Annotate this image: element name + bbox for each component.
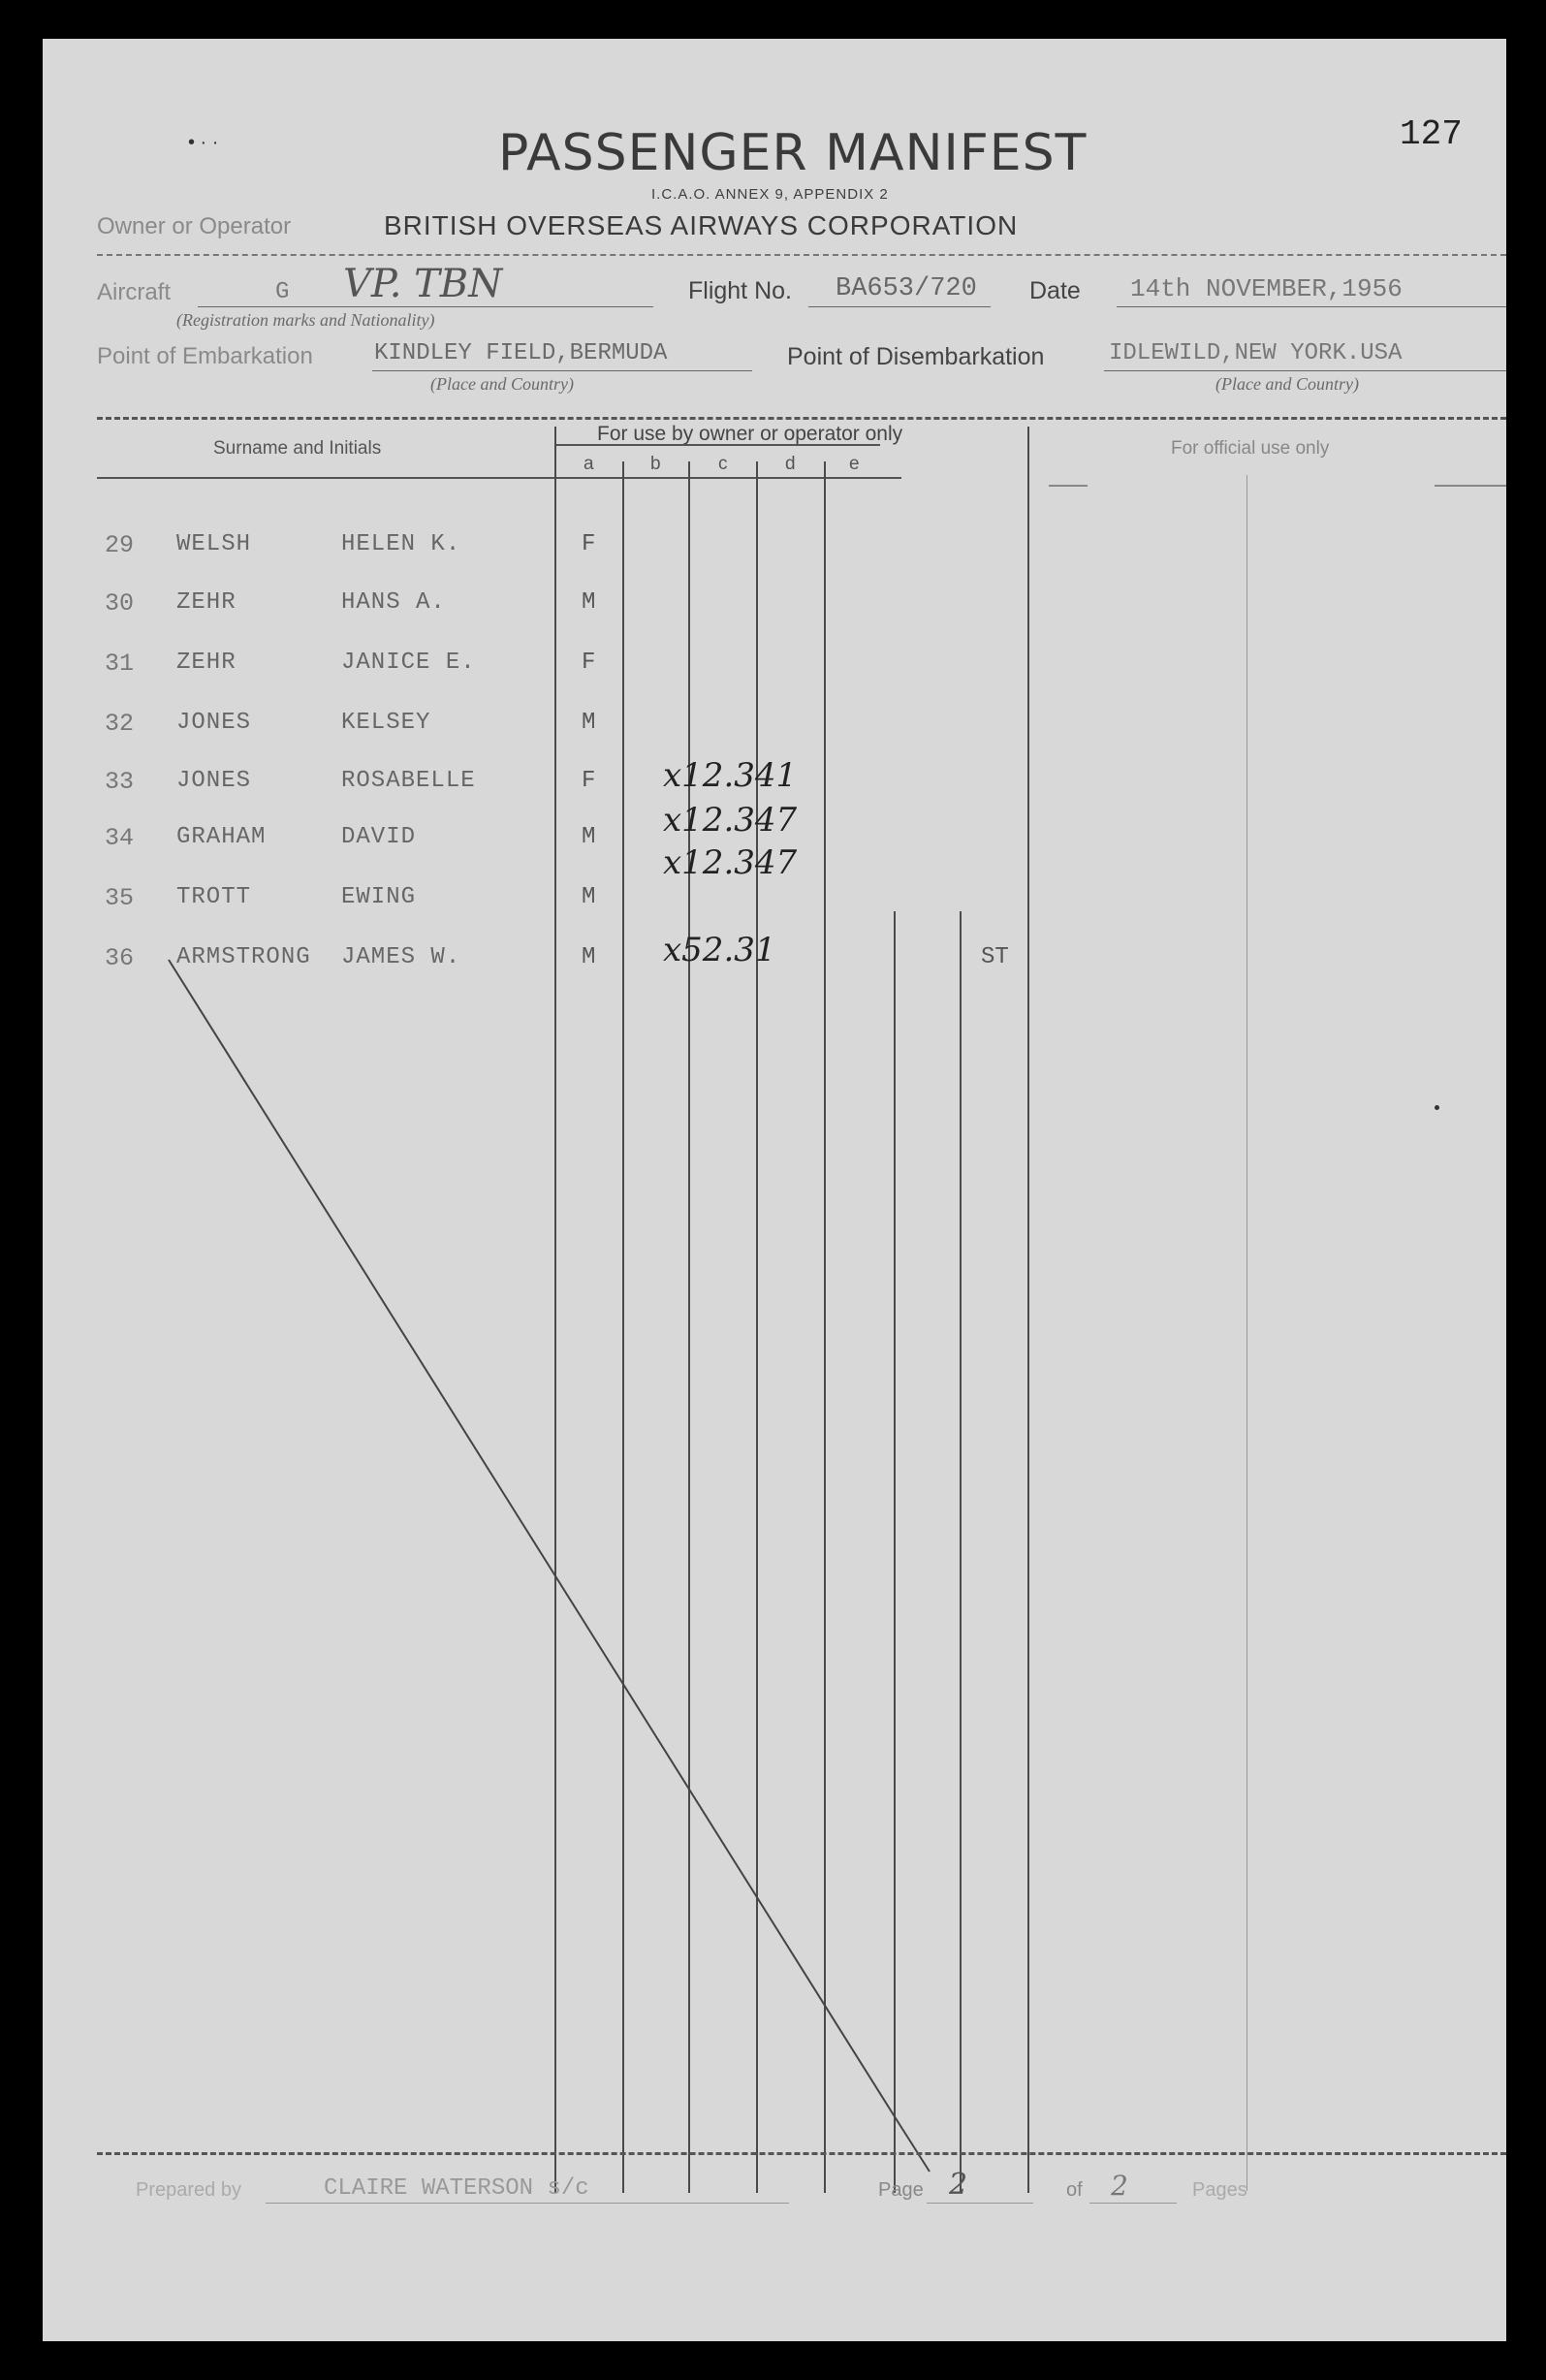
- prepared-value: CLAIRE WATERSON s/c: [324, 2175, 589, 2202]
- row-given-names: HELEN K.: [341, 531, 461, 557]
- page-subtitle: I.C.A.O. ANNEX 9, APPENDIX 2: [651, 186, 889, 203]
- page-label: Page: [878, 2179, 924, 2201]
- page-title: PASSENGER MANIFEST: [498, 124, 1088, 182]
- row-surname: TROTT: [176, 884, 252, 910]
- flight-number: BA653/720: [836, 274, 977, 303]
- row-number: 34: [105, 824, 135, 852]
- row-surname: GRAHAM: [176, 824, 267, 850]
- aircraft-label: Aircraft: [97, 279, 172, 305]
- pages-label: Pages: [1192, 2179, 1247, 2201]
- subcolumn-e: e: [849, 454, 860, 474]
- embarkation-label: Point of Embarkation: [97, 343, 313, 369]
- row-status-mark: ST: [981, 944, 1009, 970]
- row-sex: M: [582, 884, 596, 910]
- cancel-strike-line: [43, 39, 1506, 2341]
- row-given-names: JAMES W.: [341, 944, 461, 970]
- row-number: 29: [105, 531, 135, 559]
- row-number: 31: [105, 650, 135, 678]
- subcolumn-d: d: [785, 454, 796, 474]
- header-dots: • · ·: [188, 132, 219, 153]
- owner-label: Owner or Operator: [97, 213, 292, 239]
- subcolumn-b: b: [650, 454, 661, 474]
- row-sex: F: [582, 768, 596, 794]
- aircraft-note: (Registration marks and Nationality): [176, 310, 435, 330]
- ink-speck: [1435, 1105, 1439, 1110]
- row-surname: ZEHR: [176, 650, 237, 676]
- page-value: 2: [949, 2168, 968, 2202]
- row-number: 30: [105, 589, 135, 618]
- row-number: 33: [105, 768, 135, 796]
- of-value: 2: [1111, 2170, 1128, 2202]
- row-given-names: EWING: [341, 884, 417, 910]
- of-label: of: [1066, 2179, 1083, 2201]
- embarkation-value: KINDLEY FIELD,BERMUDA: [374, 340, 668, 366]
- official-column-header: For official use only: [1171, 438, 1330, 459]
- row-surname: ZEHR: [176, 589, 237, 616]
- subcolumn-a: a: [584, 454, 594, 474]
- row-given-names: KELSEY: [341, 710, 431, 736]
- row-sex: M: [582, 710, 596, 736]
- row-sex: F: [582, 650, 596, 676]
- flight-label: Flight No.: [688, 277, 792, 304]
- row-handwritten-code: x12.341: [663, 756, 798, 795]
- row-surname: JONES: [176, 710, 252, 736]
- date-value: 14th NOVEMBER,1956: [1130, 274, 1403, 303]
- page-underline: [927, 2203, 1033, 2204]
- row-number: 32: [105, 710, 135, 738]
- row-sex: M: [582, 944, 596, 970]
- row-handwritten-code: x12.347: [663, 843, 798, 882]
- disembarkation-label: Point of Disembarkation: [787, 343, 1045, 370]
- row-given-names: DAVID: [341, 824, 417, 850]
- footer-rule: [97, 2152, 1506, 2155]
- row-sex: M: [582, 589, 596, 616]
- row-number: 36: [105, 944, 135, 972]
- row-handwritten-code: x12.347: [663, 801, 798, 840]
- owner-column-header: For use by owner or operator only: [597, 423, 903, 445]
- row-sex: M: [582, 824, 596, 850]
- row-number: 35: [105, 884, 135, 912]
- row-surname: JONES: [176, 768, 252, 794]
- row-given-names: HANS A.: [341, 589, 446, 616]
- aircraft-registration: VP. TBN: [343, 262, 503, 306]
- disembarkation-note: (Place and Country): [1215, 374, 1359, 394]
- owner-value: BRITISH OVERSEAS AIRWAYS CORPORATION: [384, 210, 1019, 240]
- prepared-underline: [266, 2203, 789, 2204]
- manifest-page: [43, 39, 1506, 2341]
- row-given-names: ROSABELLE: [341, 768, 476, 794]
- row-surname: WELSH: [176, 531, 252, 557]
- row-surname: ARMSTRONG: [176, 944, 311, 970]
- date-label: Date: [1029, 277, 1081, 304]
- row-given-names: JANICE E.: [341, 650, 476, 676]
- disembarkation-value: IDLEWILD,NEW YORK.USA: [1109, 340, 1403, 366]
- embarkation-note: (Place and Country): [430, 374, 574, 394]
- of-underline: [1089, 2203, 1177, 2204]
- page-number: 127: [1400, 114, 1463, 154]
- row-sex: F: [582, 531, 596, 557]
- aircraft-prefix: G: [275, 279, 290, 305]
- subcolumn-c: c: [718, 454, 728, 474]
- name-column-header: Surname and Initials: [213, 438, 382, 459]
- row-handwritten-code: x52.31: [663, 931, 776, 969]
- prepared-label: Prepared by: [136, 2179, 241, 2201]
